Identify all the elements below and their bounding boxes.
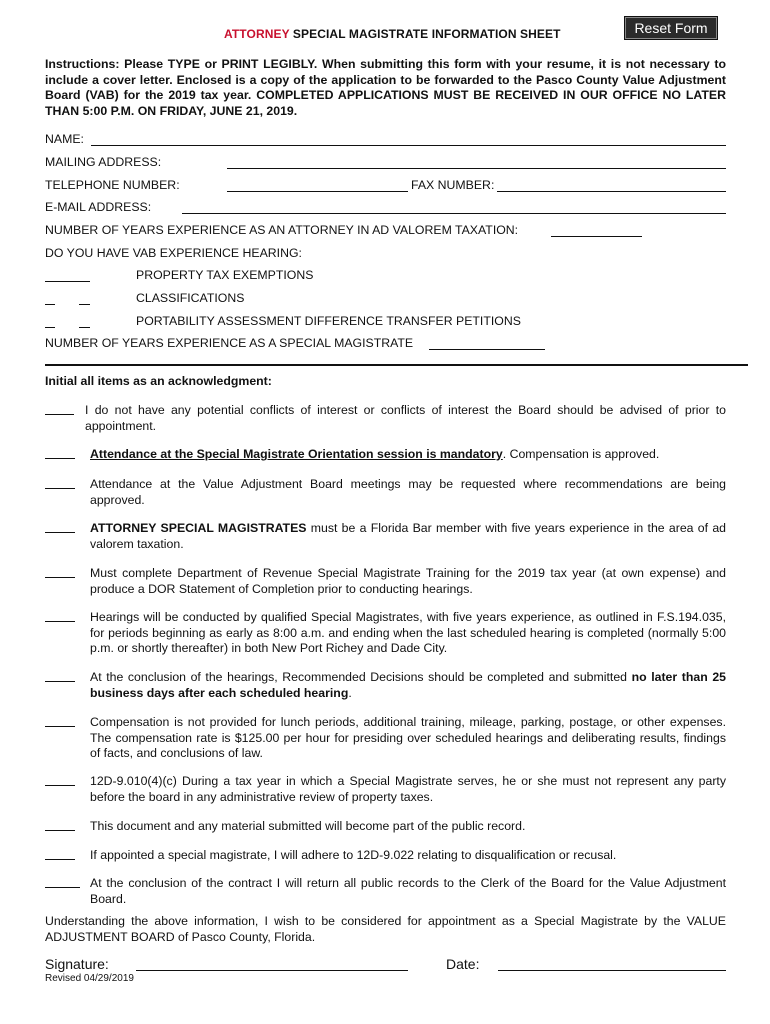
ack-item xyxy=(45,447,726,463)
ack-item xyxy=(45,403,726,435)
fax-label: FAX NUMBER: xyxy=(411,178,495,192)
initial-blank[interactable] xyxy=(45,830,75,831)
vab-option-classifications: CLASSIFICATIONS xyxy=(136,291,245,305)
form-title xyxy=(224,27,561,41)
ack-lead: Attendance at the Special Magistrate Orientation session is mandatory xyxy=(90,447,503,461)
fax-input-line[interactable] xyxy=(497,191,726,192)
closing-statement: Understanding the above information, I wish to be considered for appointment as a Special Magistrate by the VALUE ADJUSTMENT BOARD of Pasco County, Florida. xyxy=(45,914,726,944)
telephone-label: TELEPHONE NUMBER: xyxy=(45,178,180,192)
ack-tail: no later than 25 business days after each scheduled hearing xyxy=(90,670,726,700)
ack-text: Hearings will be conducted by qualified Special Magistrates, with five years experience, as outlined in F.S.194.035, for periods beginning as early as 8:00 a.m. and ending when the last scheduled hearing is completed (normally 5:00 p.m. or shortly thereafter) in both New Port Richey and Dade City. xyxy=(90,610,726,656)
ack-text: . Compensation is approved. xyxy=(502,447,660,461)
initial-blank[interactable] xyxy=(45,859,75,860)
vab-portability-blank-b[interactable] xyxy=(79,327,90,328)
years-attorney-input-line[interactable] xyxy=(551,236,642,237)
name-input-line[interactable] xyxy=(91,145,726,146)
ack-text: If appointed a special magistrate, I will adhere to 12D-9.022 relating to disqualification or recusal. xyxy=(90,848,617,862)
vab-option-exemptions: PROPERTY TAX EXEMPTIONS xyxy=(136,268,314,282)
ack-text: 12D-9.010(4)(c) During a tax year in which a Special Magistrate serves, he or she must not represent any party before the board in any administrative review of property taxes. xyxy=(90,774,726,804)
revised-date: Revised 04/29/2019 xyxy=(45,973,134,984)
years-magistrate-input-line[interactable] xyxy=(429,349,545,350)
ack-item xyxy=(45,876,726,908)
ack-item xyxy=(45,477,726,509)
acknowledgment-heading: Initial all items as an acknowledgment: xyxy=(45,374,272,388)
ack-item xyxy=(45,566,726,598)
ack-item xyxy=(45,848,726,864)
initial-blank[interactable] xyxy=(45,785,75,786)
vab-classifications-blank-b[interactable] xyxy=(79,304,90,305)
ack-item xyxy=(45,670,726,702)
ack-text: must be a Florida Bar member with five years experience in the area of ad valorem taxation. xyxy=(90,521,726,551)
ack-end: . xyxy=(348,685,352,700)
vab-option-portability: PORTABILITY ASSESSMENT DIFFERENCE TRANSFER PETITIONS xyxy=(136,314,521,328)
ack-item xyxy=(45,610,726,658)
name-label: NAME: xyxy=(45,132,84,146)
initial-blank[interactable] xyxy=(45,532,75,533)
ack-item xyxy=(45,774,726,806)
title-rest: SPECIAL MAGISTRATE INFORMATION SHEET xyxy=(289,27,561,41)
initial-blank[interactable] xyxy=(45,621,75,622)
section-divider xyxy=(45,364,748,366)
signature-label: Signature: xyxy=(45,956,109,972)
years-attorney-label: NUMBER OF YEARS EXPERIENCE AS AN ATTORNEY IN AD VALOREM TAXATION: xyxy=(45,223,519,237)
ack-item xyxy=(45,819,726,835)
ack-text: Compensation is not provided for lunch periods, additional training, mileage, parking, postage, or other expenses. The compensation rate is $125.00 per hour for presiding over scheduled hearings and deliberating results, findings of facts, and conclusions of law. xyxy=(90,715,726,761)
initial-blank[interactable] xyxy=(45,488,75,489)
years-magistrate-label: NUMBER OF YEARS EXPERIENCE AS A SPECIAL MAGISTRATE xyxy=(45,336,414,350)
ack-text: This document and any material submitted will become part of the public record. xyxy=(90,819,526,833)
email-input-line[interactable] xyxy=(182,213,726,214)
ack-text: Attendance at the Value Adjustment Board meetings may be requested where recommendations are being approved. xyxy=(90,477,726,507)
vab-portability-blank-a[interactable] xyxy=(45,327,55,328)
initial-blank[interactable] xyxy=(45,414,74,415)
ack-text: At the conclusion of the contract I will return all public records to the Clerk of the Board for the Value Adjustment Board. xyxy=(90,876,726,906)
ack-item xyxy=(45,715,726,763)
vab-question: DO YOU HAVE VAB EXPERIENCE HEARING: xyxy=(45,246,302,260)
ack-text: I do not have any potential conflicts of interest or conflicts of interest the Board should be advised of prior to appointment. xyxy=(85,403,726,433)
ack-text: Must complete Department of Revenue Special Magistrate Training for the 2019 tax year (at own expense) and produce a DOR Statement of Completion prior to conducting hearings. xyxy=(90,566,726,596)
ack-item xyxy=(45,521,726,553)
signature-input-line[interactable] xyxy=(136,970,408,971)
email-label: E-MAIL ADDRESS: xyxy=(45,200,152,214)
mailing-address-label: MAILING ADDRESS: xyxy=(45,155,162,169)
initial-blank[interactable] xyxy=(45,458,75,459)
ack-text: At the conclusion of the hearings, Recommended Decisions should be completed and submitted xyxy=(90,670,632,684)
telephone-input-line[interactable] xyxy=(227,191,408,192)
date-input-line[interactable] xyxy=(498,970,726,971)
title-attorney: ATTORNEY xyxy=(224,27,290,41)
initial-blank[interactable] xyxy=(45,681,75,682)
date-label: Date: xyxy=(446,956,480,972)
initial-blank[interactable] xyxy=(45,577,75,578)
mailing-address-input-line[interactable] xyxy=(227,168,726,169)
instructions: Instructions: Please TYPE or PRINT LEGIBLY. When submitting this form with your resume, it is not necessary to include a cover letter. Enclosed is a copy of the application to be forwarded to the Pasco County Value Adjustment Board (VAB) for the 2019 tax year. COMPLETED APPLICATIONS MUST BE RECEIVED IN OUR OFFICE NO LATER THAN 5:00 P.M. ON FRIDAY, JUNE 21, 2019. xyxy=(45,57,726,118)
initial-blank[interactable] xyxy=(45,887,80,888)
initial-blank[interactable] xyxy=(45,726,75,727)
reset-form-button[interactable]: Reset Form xyxy=(624,16,718,40)
vab-classifications-blank-a[interactable] xyxy=(45,304,55,305)
ack-lead: ATTORNEY SPECIAL MAGISTRATES xyxy=(90,521,307,535)
vab-exemptions-blank[interactable] xyxy=(45,281,90,282)
